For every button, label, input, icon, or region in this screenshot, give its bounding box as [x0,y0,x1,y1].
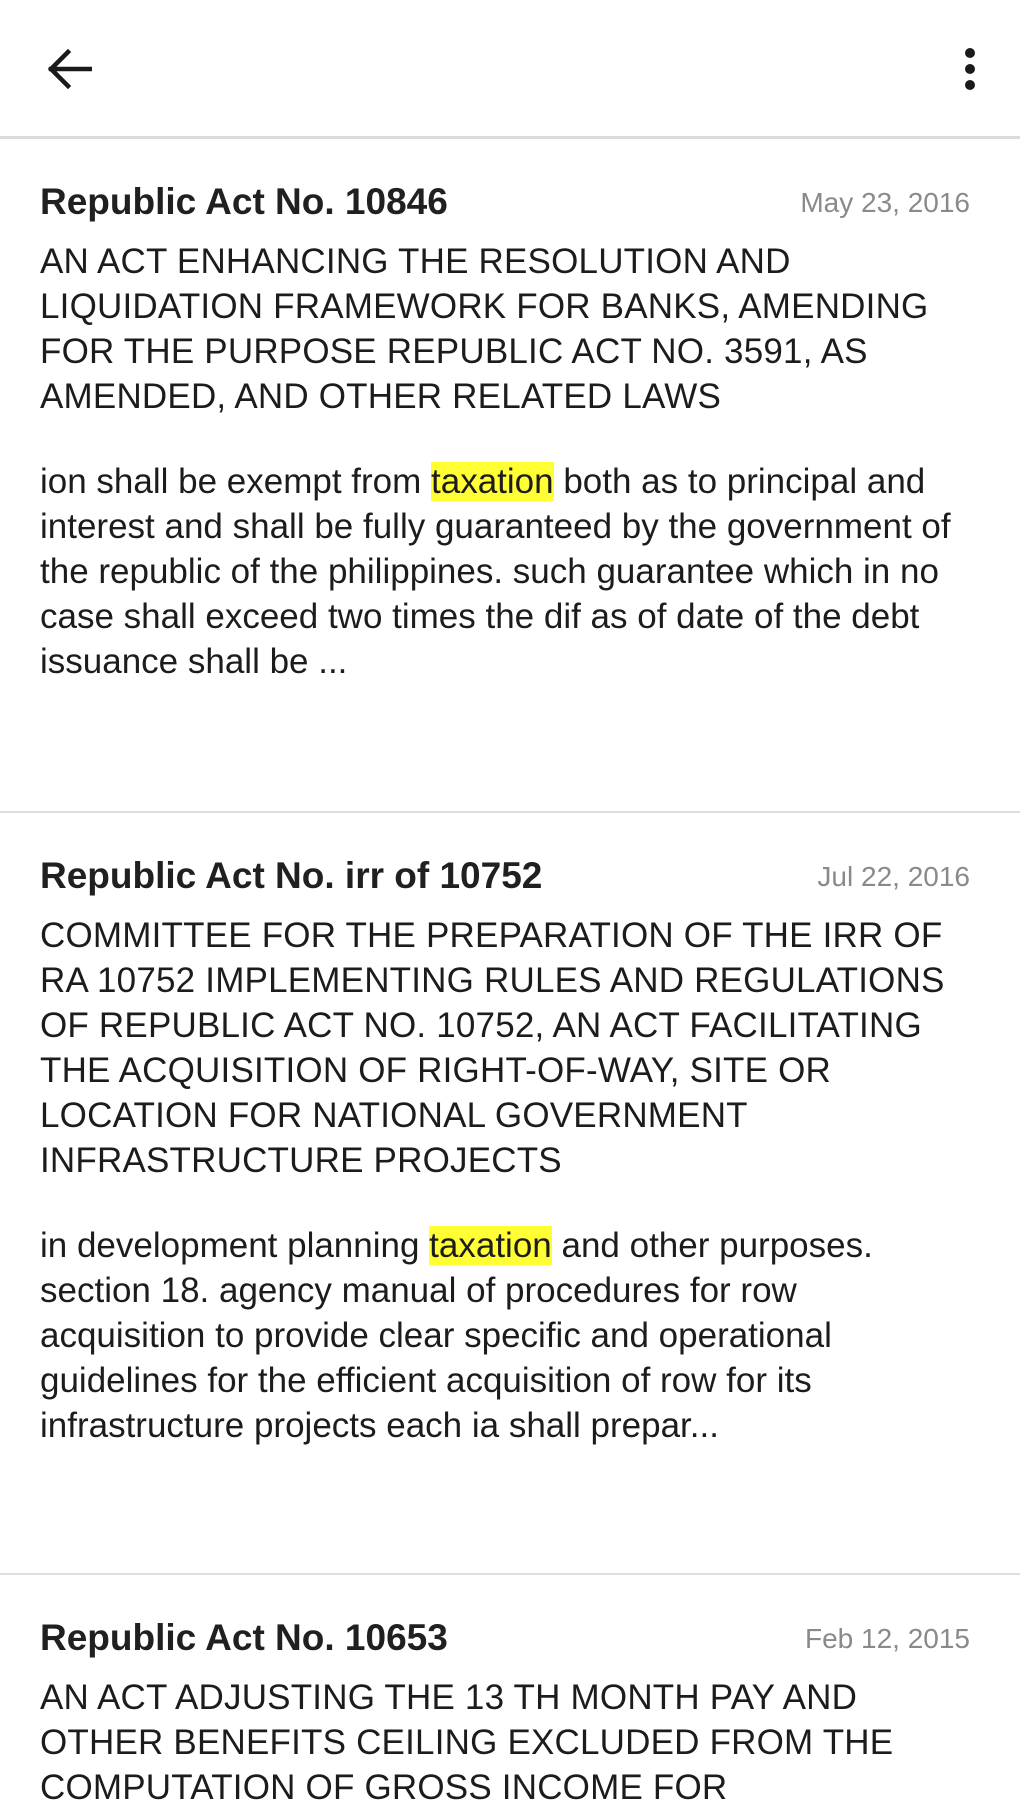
card-header [40,1615,970,1661]
snippet-text-after: and other purposes. section 18. agency manual of procedures for row acquisition to provide clear specific and operational guidelines for the efficient acquisition of row for its infrastructure projects each ia shall prepar... [40,1226,873,1445]
app-bar [0,0,1020,139]
search-term-highlight: taxation [429,1226,552,1265]
card-header [40,179,970,225]
card-header [40,853,970,899]
result-subject: COMMITTEE FOR THE PREPARATION OF THE IRR OF RA 10752 IMPLEMENTING RULES AND REGULATIONS OF REPUBLIC ACT NO. 10752, AN ACT FACILITATING THE ACQUISITION OF RIGHT-OF-WAY, SITE OR LOCATION FOR NATIONAL GOVERNMENT INFRASTRUCTURE PROJECTS [40,916,945,1180]
more-vertical-icon [963,47,977,91]
search-results-list [0,139,1020,1815]
result-snippet [40,1223,970,1448]
result-subject: AN ACT ENHANCING THE RESOLUTION AND LIQUIDATION FRAMEWORK FOR BANKS, AMENDING FOR THE PURPOSE REPUBLIC ACT NO. 3591, AS AMENDED, AND OTHER RELATED LAWS [40,242,929,416]
result-date: Jul 22, 2016 [817,861,970,892]
result-title: Republic Act No. 10846 [40,181,448,222]
result-title: Republic Act No. irr of 10752 [40,855,543,896]
result-card[interactable] [0,139,1020,813]
more-options-button[interactable] [940,38,1000,100]
search-term-highlight: taxation [431,462,554,501]
snippet-text-before: ion shall be exempt from [40,462,432,501]
snippet-text-before: in development planning [40,1226,430,1265]
snippet-text-after: both as to principal and interest and shall be fully guaranteed by the government of the republic of the philippines. such guarantee which in no case shall exceed two times the dif as of date of the debt issuance shall be ... [40,462,951,681]
back-button[interactable] [38,42,100,96]
result-card[interactable] [0,1575,1020,1815]
result-subject: AN ACT ADJUSTING THE 13 TH MONTH PAY AND OTHER BENEFITS CEILING EXCLUDED FROM THE COMPUTATION OF GROSS INCOME FOR [40,1678,894,1807]
result-card[interactable] [0,813,1020,1575]
result-date: Feb 12, 2015 [804,1623,970,1654]
result-date: May 23, 2016 [800,187,970,218]
arrow-back-icon [46,49,92,89]
result-title: Republic Act No. 10653 [40,1617,448,1658]
result-snippet [40,459,970,684]
